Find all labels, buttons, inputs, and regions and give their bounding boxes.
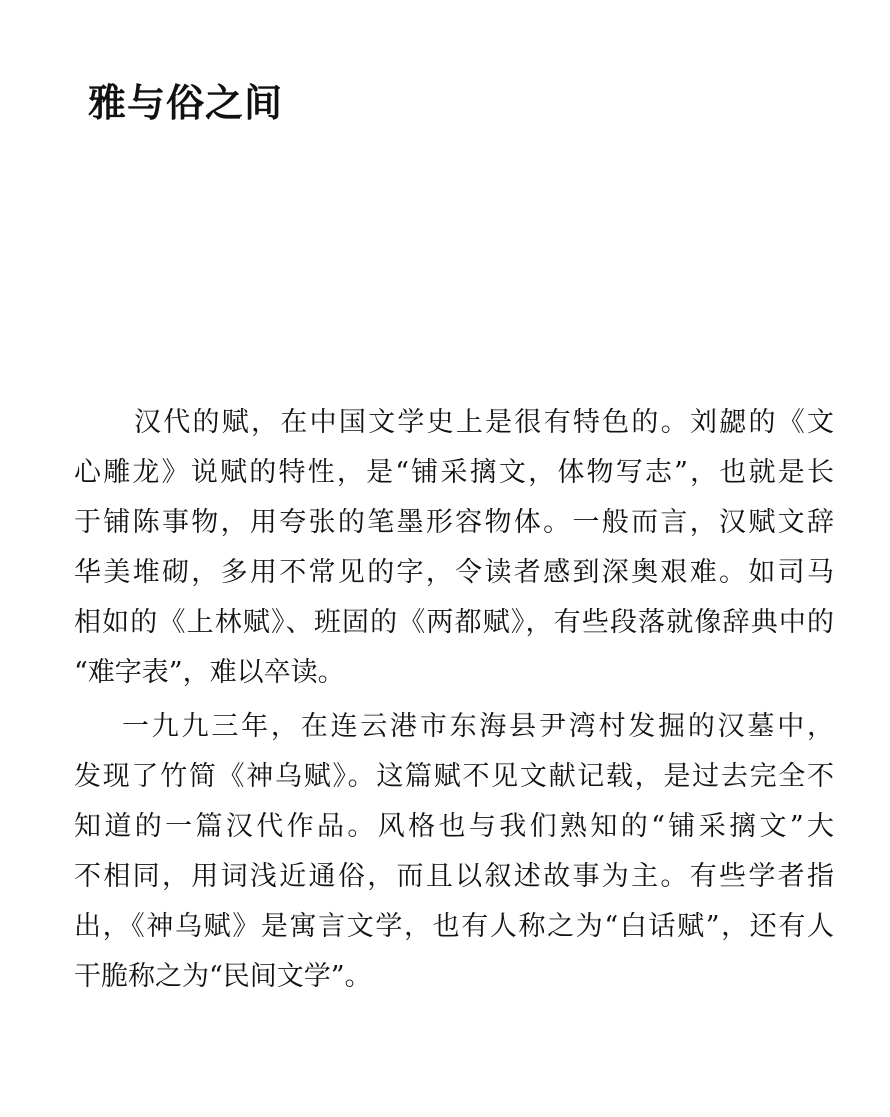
text-line: 干脆称之为“民间文学”。 — [74, 961, 372, 992]
text-line: “难字表”，难以卒读。 — [74, 657, 345, 688]
text-line: 心雕龙》说赋的特性，是“铺采摛文，体物写志”，也就是长 — [74, 457, 834, 488]
text-line: 不相同，用词浅近通俗，而且以叙述故事为主。有些学者指 — [74, 861, 834, 892]
article-body — [74, 398, 834, 1002]
text-line: 于铺陈事物，用夸张的笔墨形容物体。一般而言，汉赋文辞 — [74, 507, 834, 538]
text-line: 出，《神乌赋》是寓言文学，也有人称之为“白话赋”，还有人 — [74, 911, 834, 942]
paragraph-1 — [74, 398, 834, 698]
text-line: 一九九三年，在连云港市东海县尹湾村发掘的汉墓中， — [122, 711, 834, 742]
paragraph-2 — [74, 702, 834, 1002]
text-line: 华美堆砌，多用不常见的字，令读者感到深奥艰难。如司马 — [74, 557, 834, 588]
text-line: 知道的一篇汉代作品。风格也与我们熟知的“铺采摛文”大 — [74, 811, 834, 842]
text-line: 发现了竹简《神乌赋》。这篇赋不见文献记载，是过去完全不 — [74, 761, 834, 792]
text-line: 汉代的赋，在中国文学史上是很有特色的。刘勰的《文 — [134, 407, 834, 438]
page-title: 雅与俗之间 — [88, 80, 284, 125]
text-line: 相如的《上林赋》、班固的《两都赋》，有些段落就像辞典中的 — [74, 607, 834, 638]
